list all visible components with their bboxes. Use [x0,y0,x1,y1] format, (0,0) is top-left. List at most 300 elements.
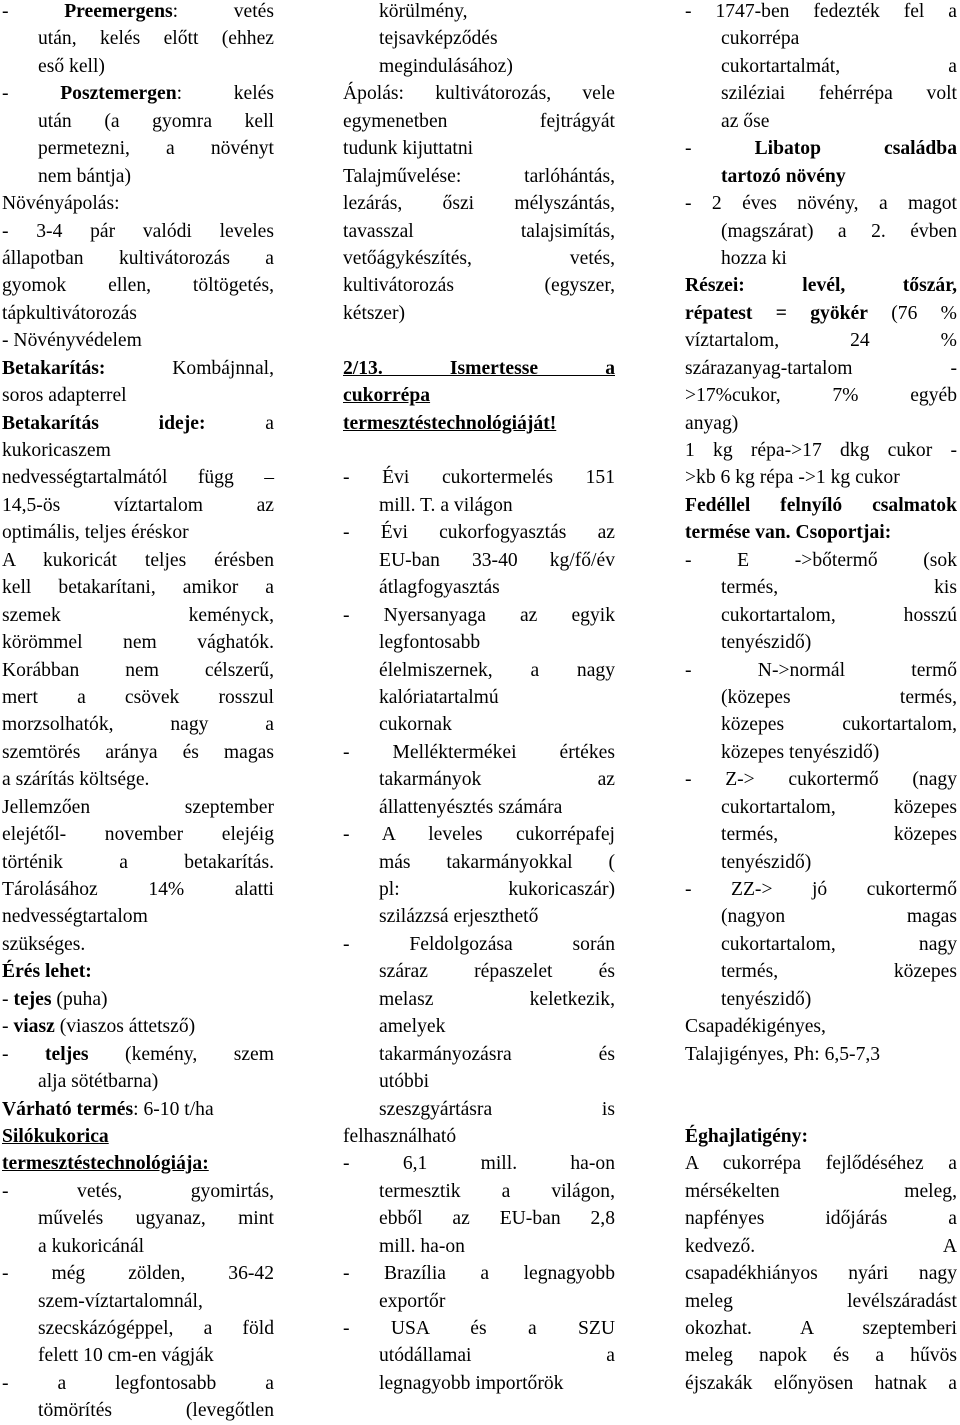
text-line [685,1178,957,1205]
text-line [2,1013,274,1040]
text-run: szárazanyag-tartalom - [685,357,957,379]
text-run: tudunk kijuttatni [343,138,474,160]
text-run: tenyészidő) [721,851,812,873]
text-run: anyag) [685,412,739,434]
text-run: (76 % [867,302,957,324]
text-line [685,163,957,190]
bold-text: Preemergens [64,1,173,22]
text-line [685,410,957,437]
text-run: száraz répaszelet és [379,961,615,983]
text-run: körömmel nem vághatók. [2,632,274,654]
text-run: kétszer) [343,302,406,324]
text-line [685,876,957,903]
text-run: a [205,412,274,434]
text-line [685,629,957,656]
text-line [2,766,274,793]
text-line [685,245,957,272]
text-line [2,602,274,629]
text-run: tömörítés (levegőtlen [38,1400,274,1422]
text-column-3 [685,0,957,1397]
text-run: kell betakarítani, amikor a [2,577,274,599]
text-line [343,218,615,245]
text-run: - Feldolgozása során [343,933,615,955]
text-line [685,1123,957,1150]
text-line [685,135,957,162]
text-run: - 6,1 mill. ha-on [343,1153,615,1175]
text-line [2,1041,274,1068]
text-line [685,492,957,519]
text-line [685,108,957,135]
text-run: kalóriatartalmú [379,686,499,708]
text-run: - [2,1,65,22]
text-line [343,0,615,25]
text-run: (közepes termés, [721,686,957,708]
text-run: nem bántja) [38,165,132,187]
text-line [343,382,615,409]
text-line [685,849,957,876]
text-line [343,1123,615,1150]
text-run: - 3-4 pár valódi leveles [2,220,274,242]
text-line [685,327,957,354]
text-line [2,272,274,299]
text-line [343,903,615,930]
text-run: szilázzsá erjeszthető [379,906,539,928]
text-line [2,821,274,848]
text-line [2,574,274,601]
text-line [685,602,957,629]
text-run: - USA és a SZU [343,1318,615,1339]
bold-text: Betakarítás ideje: [2,412,206,434]
text-line [343,1288,615,1315]
text-run: napfényes időjárás a [685,1208,957,1230]
text-run: termés, közepes [721,961,957,983]
text-run: - még zölden, 36-42 [2,1263,274,1285]
text-line [685,1315,957,1342]
text-run: nedvességtartalmától függ – [2,467,274,489]
text-line [343,657,615,684]
text-line [685,272,957,299]
text-line [343,602,615,629]
text-line [343,986,615,1013]
text-line [685,218,957,245]
text-line [2,1370,274,1397]
bold-text: répatest = gyökér [685,302,868,324]
bold-text: tejes [13,988,52,1010]
text-line [2,684,274,711]
text-line [343,1205,615,1232]
text-run: (kemény, szem [88,1043,274,1065]
text-line [2,657,274,684]
text-run: szemtörés aránya és magas [2,741,274,763]
text-line [2,1315,274,1342]
text-run: felhasználható [343,1125,457,1147]
text-run: : kelés [176,83,274,105]
text-run: soros adapterrel [2,385,127,407]
text-line [685,1233,957,1260]
text-line [2,80,274,107]
text-run: >kb 6 kg répa ->1 kg cukor [685,467,900,489]
text-line [343,80,615,107]
text-run: : 6-10 t/ha [133,1098,214,1120]
text-line [343,711,615,738]
text-line [2,190,274,217]
text-run: - Z-> cukortermő (nagy [685,769,957,791]
text-run: - E ->bőtermő (sok [685,549,957,571]
text-run: permetezni, a növényt [38,138,274,160]
text-run: - ZZ-> jó cukortermő [685,879,957,900]
text-run: Korábban nem célszerű, [2,659,274,681]
text-line [343,629,615,656]
text-run: 14,5-ös víztartalom az [2,494,274,516]
text-line [343,958,615,985]
text-line [2,958,274,985]
text-line [343,25,615,52]
text-line [2,547,274,574]
text-run: éjszakák előnyösen hatnak a [685,1372,957,1394]
text-run: Csapadékigényes, [685,1016,826,1038]
text-run: szem-víztartalomnál, [38,1290,203,1312]
text-run: - [2,1016,14,1038]
text-column-2 [343,0,615,1397]
text-run: állattenyésztés számára [379,796,563,818]
text-line [685,821,957,848]
text-line [2,1068,274,1095]
text-line [2,1288,274,1315]
bold-text: termése van. Csoportjai: [685,522,892,544]
bold-text: Részei: levél, tőszár, [685,275,957,297]
text-run: művelés ugyanaz, mint [38,1208,274,1230]
text-run: Talajművelése: tarlóhántás, [343,165,615,187]
text-line [2,1397,274,1424]
text-run: kedvező. A [685,1235,957,1257]
text-line [343,410,615,437]
bold-text: viasz [13,1016,55,1038]
text-line [343,849,615,876]
text-run: melasz keletkezik, [379,988,615,1010]
text-line [685,1342,957,1369]
text-line [343,821,615,848]
text-line [2,1205,274,1232]
text-line [685,1150,957,1177]
text-line [2,437,274,464]
text-run: cukorrépa [721,28,800,50]
text-line [685,931,957,958]
text-line [343,492,615,519]
text-run: történik a betakarítás. [2,851,274,873]
text-run: az őse [721,110,770,132]
text-line [343,931,615,958]
text-line [2,876,274,903]
text-run: a szárítás költsége. [2,769,150,791]
text-run: Kombájnnal, [105,357,274,379]
text-run: közepes tenyészidő) [721,741,880,763]
text-line [685,25,957,52]
text-run: szemek keményck, [2,604,274,626]
text-run: A kukoricát teljes érésben [2,549,274,571]
text-run: takarmányok az [379,769,615,791]
text-run: cukornak [379,714,452,736]
text-line [2,629,274,656]
text-line [343,1041,615,1068]
text-run: - Brazília a legnagyobb [343,1263,615,1285]
text-run: hozza ki [721,247,787,269]
text-line [2,382,274,409]
text-run: - [2,988,14,1010]
text-line [685,547,957,574]
text-run: mert a csövek rosszul [2,686,274,708]
text-line [343,766,615,793]
text-line [685,1370,957,1397]
text-run: EU-ban 33-40 kg/fő/év [379,549,615,571]
text-run: >17%cukor, 7% egyéb [685,385,957,407]
text-line [2,1178,274,1205]
text-run: - N->normál termő [685,659,957,681]
text-line [685,0,957,25]
text-run: A cukorrépa fejlődéséhez a [685,1153,957,1175]
text-line [343,1013,615,1040]
text-run: nedvességtartalom [2,906,148,928]
text-run: más takarmányokkal ( [379,851,615,873]
text-line [2,0,274,25]
text-line [2,931,274,958]
text-line [685,958,957,985]
text-line [343,245,615,272]
bold-text: termesztéstechnológiáját! [343,412,557,434]
text-run: tápkultivátorozás [2,302,137,324]
text-line [2,739,274,766]
text-run: - A leveles cukorrépafej [343,824,615,846]
text-line [685,382,957,409]
text-line [2,218,274,245]
text-line [343,876,615,903]
text-run: takarmányozásra és [379,1043,615,1065]
bold-text: Fedéllel felnyíló csalmatok [685,494,957,516]
text-line [2,492,274,519]
text-run: tenyészidő) [721,988,812,1010]
text-line [685,1041,957,1068]
text-run: tejsavképződés [379,28,498,50]
text-run: 1 kg répa->17 dkg cukor - [685,440,957,461]
text-line [2,711,274,738]
bold-text: teljes [45,1043,89,1065]
text-run: pl: kukoricaszár) [379,879,615,900]
text-run: szeszgyártásra is [379,1098,615,1120]
text-run: morzsolhatók, nagy a [2,714,274,736]
text-run: - a legfontosabb a [2,1372,274,1394]
text-run: legfontosabb [379,632,481,654]
text-run: elejétől- november elejéig [2,824,274,846]
text-run: körülmény, [379,1,468,22]
text-line [2,327,274,354]
text-line [343,108,615,135]
text-run: - vetés, gyomirtás, [2,1180,274,1202]
bold-text: Libatop családba [754,138,957,160]
text-run: átlagfogyasztás [379,577,500,599]
blank-line [343,437,615,464]
text-line [685,574,957,601]
text-line [685,1013,957,1040]
text-run: termesztik a világon, [379,1180,615,1202]
text-line [685,657,957,684]
text-run: tenyészidő) [721,632,812,654]
text-line [343,547,615,574]
text-run: egymenetben fejtrágyát [343,110,615,132]
bold-text: Várható termés [2,1098,134,1120]
text-run: (puha) [51,988,108,1010]
text-line [2,1342,274,1369]
text-run: lezárás, őszi mélyszántás, [343,193,615,215]
text-line [685,519,957,546]
text-line [2,519,274,546]
text-run: cukortartalmát, a [721,55,957,77]
text-run: - [2,83,61,105]
text-run: tavasszal talajsimítás, [343,220,615,242]
text-run: - Melléktermékei értékes [343,741,615,763]
text-run: - [685,138,755,160]
text-line [343,1342,615,1369]
text-run: Növényápolás: [2,193,120,215]
text-line [685,1205,957,1232]
blank-line [685,1096,957,1123]
text-run: (nagyon magas [721,906,957,928]
bold-text: Betakarítás: [2,357,106,379]
text-line [685,464,957,491]
text-run: amelyek [379,1016,446,1038]
text-line [2,1260,274,1287]
text-run: szecskázógéppel, a föld [38,1318,274,1339]
bold-text: tartozó növény [721,165,846,187]
text-line [343,794,615,821]
text-line [685,1288,957,1315]
text-run: - Évi cukortermelés 151 [343,467,615,489]
bold-text: Posztemergen [60,83,177,105]
blank-line [343,327,615,354]
text-run: kukoricaszem [2,440,111,461]
text-line [343,1370,615,1397]
text-line [685,903,957,930]
text-run: gyomok ellen, töltögetés, [2,275,274,297]
text-run: ebből az EU-ban 2,8 [379,1208,615,1230]
text-line [2,108,274,135]
text-run: vetőágykészítés, vetés, [343,247,615,269]
bold-text: Éghajlatigény: [685,1125,809,1147]
blank-line [685,1068,957,1095]
text-line [2,849,274,876]
text-run: Ápolás: kultivátorozás, vele [343,83,615,105]
text-line [685,986,957,1013]
text-run: állapotban kultivátorozás a [2,247,274,269]
text-line [343,53,615,80]
text-line [2,53,274,80]
text-line [343,135,615,162]
text-line [343,684,615,711]
text-run: - 2 éves növény, a magot [685,193,957,215]
text-run: - 1747-ben fedezték fel a [685,1,957,22]
text-line [685,1260,957,1287]
text-run: Tárolásához 14% alatti [2,879,274,900]
text-line [343,1233,615,1260]
text-run: felett 10 cm-en vágják [38,1345,214,1367]
text-line [2,25,274,52]
text-run: utódállamai a [379,1345,615,1367]
text-run: meleg levélszáradást [685,1290,957,1312]
text-line [685,711,957,738]
text-line [685,684,957,711]
text-run: (viaszos áttetsző) [54,1016,196,1038]
text-run: utóbbi [379,1071,430,1093]
text-line [2,1123,274,1150]
text-line [343,300,615,327]
text-line [343,519,615,546]
text-run: után (a gyomra kell [38,110,274,132]
text-line [343,1150,615,1177]
bold-text: Silókukorica [2,1125,109,1147]
text-line [2,300,274,327]
text-run: - Évi cukorfogyasztás az [343,522,615,544]
text-run: víztartalom, 24 % [685,330,957,352]
text-line [685,355,957,382]
text-run: (magszárat) a 2. évben [721,220,957,242]
text-run: Jellemzően szeptember [2,796,274,818]
text-run: legnagyobb importőrök [379,1372,564,1394]
bold-text: cukorrépa [343,385,431,407]
text-run: élelmiszernek, a nagy [379,659,615,681]
text-run: termés, közepes [721,824,957,846]
text-run: - [2,1043,46,1065]
text-run: cukortartalom, hosszú [721,604,957,626]
text-line [2,410,274,437]
text-run: kultivátorozás (egyszer, [343,275,615,297]
bold-text: 2/13. Ismertesse a [343,357,615,379]
text-run: okozhat. A szeptemberi [685,1318,957,1339]
text-line [2,355,274,382]
text-run: közepes cukortartalom, [721,714,957,736]
text-run: megindulásához) [379,55,513,77]
text-run: optimális, teljes éréskor [2,522,189,544]
text-run: után, kelés előtt (ehhez [38,28,274,50]
text-run: mill. T. a világon [379,494,513,516]
text-run: exportőr [379,1290,446,1312]
bold-text: Érés lehet: [2,961,92,983]
text-run: - Nyersanyaga az egyik [343,604,615,626]
text-column-1 [2,0,274,1425]
text-run: alja sötétbarna) [38,1071,159,1093]
text-line [343,272,615,299]
text-line [2,163,274,190]
text-line [2,903,274,930]
text-line [685,794,957,821]
text-run: cukortartalom, közepes [721,796,957,818]
text-line [2,1096,274,1123]
text-line [2,464,274,491]
text-line [685,766,957,793]
text-line [343,1068,615,1095]
text-run: a kukoricánál [38,1235,145,1257]
text-line [343,1178,615,1205]
text-run: : vetés [172,1,274,22]
text-line [343,190,615,217]
text-run: eső kell) [38,55,105,77]
text-line [2,986,274,1013]
text-run: sziléziai fehérrépa volt [721,83,957,105]
text-line [2,135,274,162]
text-line [343,739,615,766]
text-run: Talajigényes, Ph: 6,5-7,3 [685,1043,881,1065]
text-line [343,1096,615,1123]
text-line [343,163,615,190]
text-line [343,464,615,491]
text-line [2,1233,274,1260]
